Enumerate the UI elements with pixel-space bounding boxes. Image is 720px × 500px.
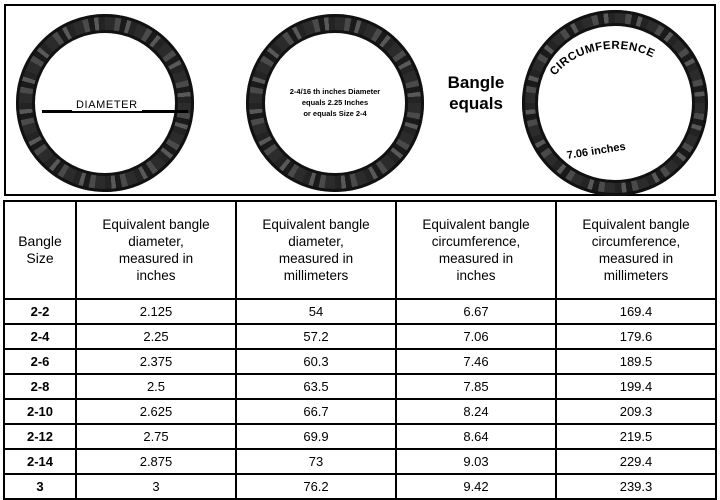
column-header-circumference-millimeters <box>556 201 716 299</box>
cell-circumference-millimeters: 209.3 <box>556 399 716 424</box>
header-line: Equivalent bangle <box>582 217 690 232</box>
cell-circumference-inches: 8.64 <box>396 424 556 449</box>
bangle-note-line-2: equals 2.25 Inches <box>301 98 369 107</box>
cell-circumference-millimeters: 239.3 <box>556 474 716 499</box>
cell-circumference-millimeters: 189.5 <box>556 349 716 374</box>
cell-bangle-size: 2-14 <box>4 449 76 474</box>
cell-circumference-inches: 7.46 <box>396 349 556 374</box>
cell-circumference-millimeters: 199.4 <box>556 374 716 399</box>
bangle-size-chart-page <box>0 4 720 499</box>
bangle-note-line-3: or equals Size 2-4 <box>303 109 367 118</box>
cell-bangle-size: 3 <box>4 474 76 499</box>
header-line: diameter, <box>128 234 184 249</box>
header-line: Equivalent bangle <box>262 217 370 232</box>
column-header-bangle-size <box>4 201 76 299</box>
circumference-measure-label: 7.06 inches <box>566 140 627 162</box>
cell-diameter-millimeters: 73 <box>236 449 396 474</box>
column-header-diameter-inches <box>76 201 236 299</box>
cell-diameter-inches: 3 <box>76 474 236 499</box>
table-header-row <box>4 201 716 299</box>
header-line: Size <box>26 250 54 266</box>
cell-diameter-inches: 2.375 <box>76 349 236 374</box>
cell-circumference-millimeters: 179.6 <box>556 324 716 349</box>
cell-bangle-size: 2-2 <box>4 299 76 324</box>
cell-diameter-millimeters: 66.7 <box>236 399 396 424</box>
cell-circumference-inches: 8.24 <box>396 399 556 424</box>
bangle-size-table <box>3 200 717 500</box>
header-line: circumference, <box>591 234 681 249</box>
cell-circumference-millimeters: 229.4 <box>556 449 716 474</box>
bangle-diagram-note <box>246 14 424 192</box>
circumference-arc-text: CIRCUMFERENCE <box>547 39 657 78</box>
cell-diameter-inches: 2.25 <box>76 324 236 349</box>
table-body <box>4 299 716 499</box>
cell-bangle-size: 2-8 <box>4 374 76 399</box>
cell-bangle-size: 2-12 <box>4 424 76 449</box>
cell-diameter-inches: 2.125 <box>76 299 236 324</box>
diagram-panel <box>4 4 716 196</box>
header-line: inches <box>456 268 496 283</box>
table-row <box>4 399 716 424</box>
cell-circumference-millimeters: 169.4 <box>556 299 716 324</box>
cell-diameter-millimeters: 57.2 <box>236 324 396 349</box>
cell-diameter-millimeters: 76.2 <box>236 474 396 499</box>
header-line: millimeters <box>283 268 349 283</box>
header-line: Equivalent bangle <box>422 217 530 232</box>
cell-circumference-millimeters: 219.5 <box>556 424 716 449</box>
diameter-label: DIAMETER <box>72 99 142 111</box>
table-row <box>4 474 716 499</box>
header-line: millimeters <box>603 268 669 283</box>
cell-diameter-inches: 2.5 <box>76 374 236 399</box>
table-row <box>4 424 716 449</box>
header-line: measured in <box>118 251 194 266</box>
table-row <box>4 324 716 349</box>
bangle-diagram-diameter <box>16 14 194 192</box>
bangle-equals-caption: Bangle equals <box>447 73 505 113</box>
bangle-diagram-circumference <box>522 10 708 196</box>
table-row <box>4 349 716 374</box>
cell-circumference-inches: 6.67 <box>396 299 556 324</box>
header-line: measured in <box>278 251 354 266</box>
cell-diameter-inches: 2.75 <box>76 424 236 449</box>
column-header-circumference-inches <box>396 201 556 299</box>
bangle-note-line-1: 2-4/16 th inches Diameter <box>289 87 381 96</box>
header-line: measured in <box>438 251 514 266</box>
header-line: Bangle <box>18 233 62 249</box>
cell-diameter-millimeters: 69.9 <box>236 424 396 449</box>
bangle-note-text <box>272 86 398 119</box>
cell-diameter-inches: 2.875 <box>76 449 236 474</box>
cell-diameter-millimeters: 60.3 <box>236 349 396 374</box>
cell-circumference-inches: 7.06 <box>396 324 556 349</box>
column-header-diameter-millimeters <box>236 201 396 299</box>
table-row <box>4 449 716 474</box>
header-line: inches <box>136 268 176 283</box>
table-row <box>4 299 716 324</box>
cell-diameter-inches: 2.625 <box>76 399 236 424</box>
cell-circumference-inches: 7.85 <box>396 374 556 399</box>
cell-bangle-size: 2-4 <box>4 324 76 349</box>
cell-diameter-millimeters: 63.5 <box>236 374 396 399</box>
table-header <box>4 201 716 299</box>
cell-bangle-size: 2-10 <box>4 399 76 424</box>
header-line: diameter, <box>288 234 344 249</box>
cell-circumference-inches: 9.03 <box>396 449 556 474</box>
cell-circumference-inches: 9.42 <box>396 474 556 499</box>
header-line: Equivalent bangle <box>102 217 210 232</box>
header-line: circumference, <box>431 234 521 249</box>
bangle-inner-circle <box>535 23 695 183</box>
header-line: measured in <box>598 251 674 266</box>
cell-diameter-millimeters: 54 <box>236 299 396 324</box>
cell-bangle-size: 2-6 <box>4 349 76 374</box>
table-row <box>4 374 716 399</box>
